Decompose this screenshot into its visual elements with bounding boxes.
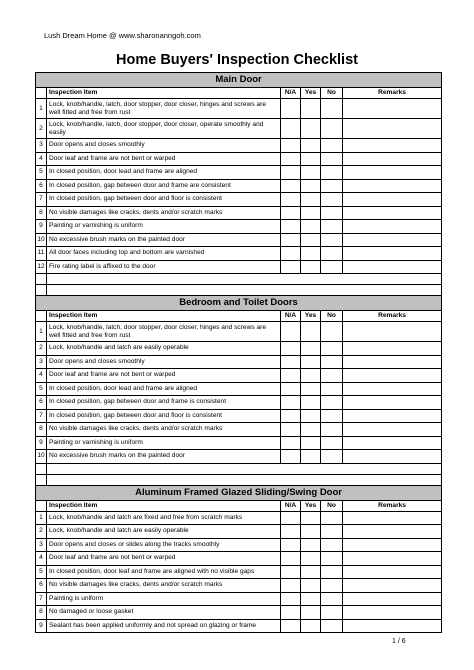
yes-checkbox-cell[interactable]: [301, 193, 321, 207]
no-checkbox-cell[interactable]: [321, 450, 343, 464]
remarks-cell[interactable]: [343, 233, 442, 247]
section-title: Bedroom and Toilet Doors: [36, 296, 442, 311]
na-checkbox-cell[interactable]: [281, 355, 301, 369]
na-checkbox-cell[interactable]: [281, 382, 301, 396]
item-text: Door leaf and frame are not bent or warped: [47, 552, 281, 566]
na-checkbox-cell[interactable]: [281, 99, 301, 119]
yes-checkbox-cell[interactable]: [301, 152, 321, 166]
yes-checkbox-cell[interactable]: [301, 179, 321, 193]
item-number: 8: [36, 206, 47, 220]
no-checkbox-cell[interactable]: [321, 247, 343, 261]
na-checkbox-cell[interactable]: [281, 525, 301, 539]
blank-number-cell: [36, 463, 47, 474]
item-text: Lock, knob/handle and latch are easily operable: [47, 342, 281, 356]
yes-checkbox-cell[interactable]: [301, 592, 321, 606]
no-checkbox-cell[interactable]: [321, 592, 343, 606]
remarks-cell[interactable]: [343, 436, 442, 450]
table-row: [36, 179, 442, 193]
na-checkbox-cell[interactable]: [281, 322, 301, 342]
no-checkbox-cell[interactable]: [321, 579, 343, 593]
item-text: No excessive brush marks on the painted door: [47, 233, 281, 247]
yes-checkbox-cell[interactable]: [301, 552, 321, 566]
item-text: In closed position, door lead and frame are aligned: [47, 382, 281, 396]
item-text: All door faces including top and bottom are varnished: [47, 247, 281, 261]
blank-row: [36, 463, 442, 474]
item-text: No visible damages like cracks, dents and/or scratch marks: [47, 423, 281, 437]
item-text: No damaged or loose gasket: [47, 606, 281, 620]
remarks-cell[interactable]: [343, 450, 442, 464]
col-number-header: [36, 88, 47, 99]
item-number: 8: [36, 606, 47, 620]
item-text: In closed position, gap between door and frame is consistent: [47, 396, 281, 410]
no-checkbox-cell[interactable]: [321, 355, 343, 369]
remarks-cell[interactable]: [343, 396, 442, 410]
table-row: [36, 342, 442, 356]
no-checkbox-cell[interactable]: [321, 606, 343, 620]
table-row: [36, 220, 442, 234]
blank-number-cell: [36, 285, 47, 296]
yes-checkbox-cell[interactable]: [301, 369, 321, 383]
col-no-header: No: [321, 88, 343, 99]
no-checkbox-cell[interactable]: [321, 369, 343, 383]
yes-checkbox-cell[interactable]: [301, 355, 321, 369]
item-number: 10: [36, 450, 47, 464]
item-text: Painting or varnishing is uniform: [47, 220, 281, 234]
remarks-cell[interactable]: [343, 382, 442, 396]
na-checkbox-cell[interactable]: [281, 579, 301, 593]
section-header-row: [36, 485, 442, 500]
na-checkbox-cell[interactable]: [281, 552, 301, 566]
remarks-cell[interactable]: [343, 322, 442, 342]
item-text: Sealant has been applied uniformly and not spread on glazing or frame: [47, 619, 281, 633]
yes-checkbox-cell[interactable]: [301, 99, 321, 119]
no-checkbox-cell[interactable]: [321, 166, 343, 180]
blank-cell: [47, 463, 442, 474]
yes-checkbox-cell[interactable]: [301, 396, 321, 410]
table-row: [36, 436, 442, 450]
blank-row: [36, 274, 442, 285]
na-checkbox-cell[interactable]: [281, 565, 301, 579]
no-checkbox-cell[interactable]: [321, 525, 343, 539]
yes-checkbox-cell[interactable]: [301, 423, 321, 437]
table-row: [36, 511, 442, 525]
blank-row: [36, 474, 442, 485]
item-number: 4: [36, 552, 47, 566]
column-header-row: [36, 311, 442, 322]
remarks-cell[interactable]: [343, 206, 442, 220]
page-title: Home Buyers' Inspection Checklist: [116, 52, 358, 68]
blank-number-cell: [36, 474, 47, 485]
column-header-row: [36, 500, 442, 511]
na-checkbox-cell[interactable]: [281, 139, 301, 153]
col-item-header: Inspection Item: [47, 311, 281, 322]
yes-checkbox-cell[interactable]: [301, 233, 321, 247]
table-row: [36, 382, 442, 396]
no-checkbox-cell[interactable]: [321, 436, 343, 450]
item-number: 6: [36, 179, 47, 193]
section-title: Main Door: [36, 73, 442, 88]
remarks-cell[interactable]: [343, 355, 442, 369]
yes-checkbox-cell[interactable]: [301, 450, 321, 464]
table-row: [36, 260, 442, 274]
item-text: Door leaf and frame are not bent or warped: [47, 369, 281, 383]
table-row: [36, 139, 442, 153]
item-text: Lock, knob/handle and latch are fixed and free from scratch marks: [47, 511, 281, 525]
item-number: 3: [36, 538, 47, 552]
col-na-header: N/A: [281, 500, 301, 511]
yes-checkbox-cell[interactable]: [301, 619, 321, 633]
na-checkbox-cell[interactable]: [281, 538, 301, 552]
remarks-cell[interactable]: [343, 565, 442, 579]
item-text: No visible damages like cracks, dents and/or scratch marks: [47, 579, 281, 593]
no-checkbox-cell[interactable]: [321, 538, 343, 552]
yes-checkbox-cell[interactable]: [301, 511, 321, 525]
item-text: Door opens and closes or slides along the tracks smoothly: [47, 538, 281, 552]
website-header: Lush Dream Home @ www.sharonanngoh.com: [44, 31, 201, 40]
item-text: In closed position, door leaf and frame are aligned with no visible gaps: [47, 565, 281, 579]
item-number: 3: [36, 355, 47, 369]
item-text: No excessive brush marks on the painted door: [47, 450, 281, 464]
na-checkbox-cell[interactable]: [281, 606, 301, 620]
table-row: [36, 592, 442, 606]
table-row: [36, 538, 442, 552]
no-checkbox-cell[interactable]: [321, 552, 343, 566]
table-row: [36, 369, 442, 383]
table-row: [36, 450, 442, 464]
item-text: In closed position, gap between door and floor is consistent: [47, 193, 281, 207]
item-text: Lock, knob/handle and latch are easily operable: [47, 525, 281, 539]
col-number-header: [36, 500, 47, 511]
column-header-row: [36, 88, 442, 99]
no-checkbox-cell[interactable]: [321, 342, 343, 356]
table-row: [36, 619, 442, 633]
na-checkbox-cell[interactable]: [281, 166, 301, 180]
na-checkbox-cell[interactable]: [281, 179, 301, 193]
yes-checkbox-cell[interactable]: [301, 119, 321, 139]
no-checkbox-cell[interactable]: [321, 511, 343, 525]
table-row: [36, 355, 442, 369]
yes-checkbox-cell[interactable]: [301, 322, 321, 342]
checklist-table: [35, 72, 442, 633]
item-text: Door opens and closes smoothly: [47, 139, 281, 153]
item-number: 6: [36, 579, 47, 593]
table-row: [36, 247, 442, 261]
na-checkbox-cell[interactable]: [281, 233, 301, 247]
blank-number-cell: [36, 274, 47, 285]
item-number: 7: [36, 409, 47, 423]
yes-checkbox-cell[interactable]: [301, 382, 321, 396]
col-na-header: N/A: [281, 311, 301, 322]
remarks-cell[interactable]: [343, 619, 442, 633]
yes-checkbox-cell[interactable]: [301, 579, 321, 593]
remarks-cell[interactable]: [343, 179, 442, 193]
item-number: 8: [36, 423, 47, 437]
blank-cell: [47, 274, 442, 285]
item-number: 7: [36, 592, 47, 606]
item-text: Lock, knob/handle, latch, door stopper, door closer, operate smoothly and easily: [47, 119, 281, 139]
item-number: 11: [36, 247, 47, 261]
yes-checkbox-cell[interactable]: [301, 139, 321, 153]
no-checkbox-cell[interactable]: [321, 409, 343, 423]
table-row: [36, 525, 442, 539]
no-checkbox-cell[interactable]: [321, 260, 343, 274]
no-checkbox-cell[interactable]: [321, 99, 343, 119]
no-checkbox-cell[interactable]: [321, 206, 343, 220]
na-checkbox-cell[interactable]: [281, 119, 301, 139]
no-checkbox-cell[interactable]: [321, 220, 343, 234]
table-row: [36, 193, 442, 207]
yes-checkbox-cell[interactable]: [301, 538, 321, 552]
item-number: 7: [36, 193, 47, 207]
remarks-cell[interactable]: [343, 538, 442, 552]
col-item-header: Inspection Item: [47, 500, 281, 511]
na-checkbox-cell[interactable]: [281, 193, 301, 207]
remarks-cell[interactable]: [343, 511, 442, 525]
item-text: Fire rating label is affixed to the door: [47, 260, 281, 274]
item-number: 12: [36, 260, 47, 274]
section-title: Aluminum Framed Glazed Sliding/Swing Door: [36, 485, 442, 500]
remarks-cell[interactable]: [343, 525, 442, 539]
item-text: No visible damages like cracks, dents and/or scratch marks: [47, 206, 281, 220]
remarks-cell[interactable]: [343, 369, 442, 383]
col-remarks-header: Remarks: [343, 88, 442, 99]
table-row: [36, 552, 442, 566]
item-text: Lock, knob/handle, latch, door stopper, door closer, hinges and screws are well fitted and free from rust: [47, 99, 281, 119]
remarks-cell[interactable]: [343, 99, 442, 119]
table-row: [36, 423, 442, 437]
no-checkbox-cell[interactable]: [321, 565, 343, 579]
na-checkbox-cell[interactable]: [281, 396, 301, 410]
na-checkbox-cell[interactable]: [281, 260, 301, 274]
table-row: [36, 152, 442, 166]
no-checkbox-cell[interactable]: [321, 233, 343, 247]
col-item-header: Inspection Item: [47, 88, 281, 99]
item-text: In closed position, door lead and frame are aligned: [47, 166, 281, 180]
blank-row: [36, 285, 442, 296]
yes-checkbox-cell[interactable]: [301, 247, 321, 261]
section-header-row: [36, 296, 442, 311]
yes-checkbox-cell[interactable]: [301, 565, 321, 579]
item-number: 6: [36, 396, 47, 410]
table-row: [36, 206, 442, 220]
remarks-cell[interactable]: [343, 342, 442, 356]
yes-checkbox-cell[interactable]: [301, 206, 321, 220]
item-number: 1: [36, 511, 47, 525]
item-text: In closed position, gap between door and floor is consistent: [47, 409, 281, 423]
blank-cell: [47, 474, 442, 485]
col-na-header: N/A: [281, 88, 301, 99]
checklist-sheet: [35, 72, 441, 633]
item-number: 2: [36, 119, 47, 139]
col-no-header: No: [321, 500, 343, 511]
item-number: 9: [36, 436, 47, 450]
table-row: [36, 565, 442, 579]
blank-cell: [47, 285, 442, 296]
item-number: 1: [36, 322, 47, 342]
no-checkbox-cell[interactable]: [321, 193, 343, 207]
col-yes-header: Yes: [301, 500, 321, 511]
remarks-cell[interactable]: [343, 247, 442, 261]
na-checkbox-cell[interactable]: [281, 511, 301, 525]
table-row: [36, 119, 442, 139]
yes-checkbox-cell[interactable]: [301, 220, 321, 234]
item-number: 2: [36, 525, 47, 539]
table-row: [36, 322, 442, 342]
na-checkbox-cell[interactable]: [281, 450, 301, 464]
remarks-cell[interactable]: [343, 193, 442, 207]
item-text: Door opens and closes smoothly: [47, 355, 281, 369]
remarks-cell[interactable]: [343, 152, 442, 166]
remarks-cell[interactable]: [343, 579, 442, 593]
table-row: [36, 233, 442, 247]
table-row: [36, 409, 442, 423]
table-row: [36, 166, 442, 180]
na-checkbox-cell[interactable]: [281, 220, 301, 234]
col-remarks-header: Remarks: [343, 311, 442, 322]
no-checkbox-cell[interactable]: [321, 139, 343, 153]
remarks-cell[interactable]: [343, 119, 442, 139]
na-checkbox-cell[interactable]: [281, 369, 301, 383]
item-number: 1: [36, 99, 47, 119]
no-checkbox-cell[interactable]: [321, 119, 343, 139]
remarks-cell[interactable]: [343, 260, 442, 274]
na-checkbox-cell[interactable]: [281, 342, 301, 356]
na-checkbox-cell[interactable]: [281, 619, 301, 633]
item-number: 9: [36, 220, 47, 234]
item-number: 4: [36, 152, 47, 166]
remarks-cell[interactable]: [343, 592, 442, 606]
no-checkbox-cell[interactable]: [321, 152, 343, 166]
item-text: Painting is uniform: [47, 592, 281, 606]
remarks-cell[interactable]: [343, 552, 442, 566]
item-text: Door leaf and frame are not bent or warped: [47, 152, 281, 166]
section-header-row: [36, 73, 442, 88]
item-text: Lock, knob/handle, latch, door stopper, door closer, hinges and screws are well fitted and free from rust: [47, 322, 281, 342]
table-row: [36, 99, 442, 119]
no-checkbox-cell[interactable]: [321, 382, 343, 396]
yes-checkbox-cell[interactable]: [301, 260, 321, 274]
remarks-cell[interactable]: [343, 423, 442, 437]
remarks-cell[interactable]: [343, 220, 442, 234]
no-checkbox-cell[interactable]: [321, 179, 343, 193]
yes-checkbox-cell[interactable]: [301, 525, 321, 539]
page-number: 1 / 6: [392, 638, 406, 645]
col-no-header: No: [321, 311, 343, 322]
col-yes-header: Yes: [301, 88, 321, 99]
item-number: 5: [36, 166, 47, 180]
no-checkbox-cell[interactable]: [321, 423, 343, 437]
no-checkbox-cell[interactable]: [321, 396, 343, 410]
no-checkbox-cell[interactable]: [321, 619, 343, 633]
na-checkbox-cell[interactable]: [281, 409, 301, 423]
item-number: 5: [36, 382, 47, 396]
remarks-cell[interactable]: [343, 409, 442, 423]
remarks-cell[interactable]: [343, 139, 442, 153]
col-remarks-header: Remarks: [343, 500, 442, 511]
yes-checkbox-cell[interactable]: [301, 606, 321, 620]
item-number: 2: [36, 342, 47, 356]
item-number: 9: [36, 619, 47, 633]
na-checkbox-cell[interactable]: [281, 423, 301, 437]
item-text: In closed position, gap between door and frame are consistent: [47, 179, 281, 193]
item-number: 10: [36, 233, 47, 247]
yes-checkbox-cell[interactable]: [301, 409, 321, 423]
table-row: [36, 606, 442, 620]
na-checkbox-cell[interactable]: [281, 592, 301, 606]
no-checkbox-cell[interactable]: [321, 322, 343, 342]
na-checkbox-cell[interactable]: [281, 206, 301, 220]
remarks-cell[interactable]: [343, 606, 442, 620]
yes-checkbox-cell[interactable]: [301, 166, 321, 180]
table-row: [36, 579, 442, 593]
item-number: 3: [36, 139, 47, 153]
table-row: [36, 396, 442, 410]
remarks-cell[interactable]: [343, 166, 442, 180]
na-checkbox-cell[interactable]: [281, 436, 301, 450]
na-checkbox-cell[interactable]: [281, 152, 301, 166]
yes-checkbox-cell[interactable]: [301, 436, 321, 450]
item-text: Painting or varnishing is uniform: [47, 436, 281, 450]
col-yes-header: Yes: [301, 311, 321, 322]
yes-checkbox-cell[interactable]: [301, 342, 321, 356]
item-number: 4: [36, 369, 47, 383]
col-number-header: [36, 311, 47, 322]
na-checkbox-cell[interactable]: [281, 247, 301, 261]
item-number: 5: [36, 565, 47, 579]
